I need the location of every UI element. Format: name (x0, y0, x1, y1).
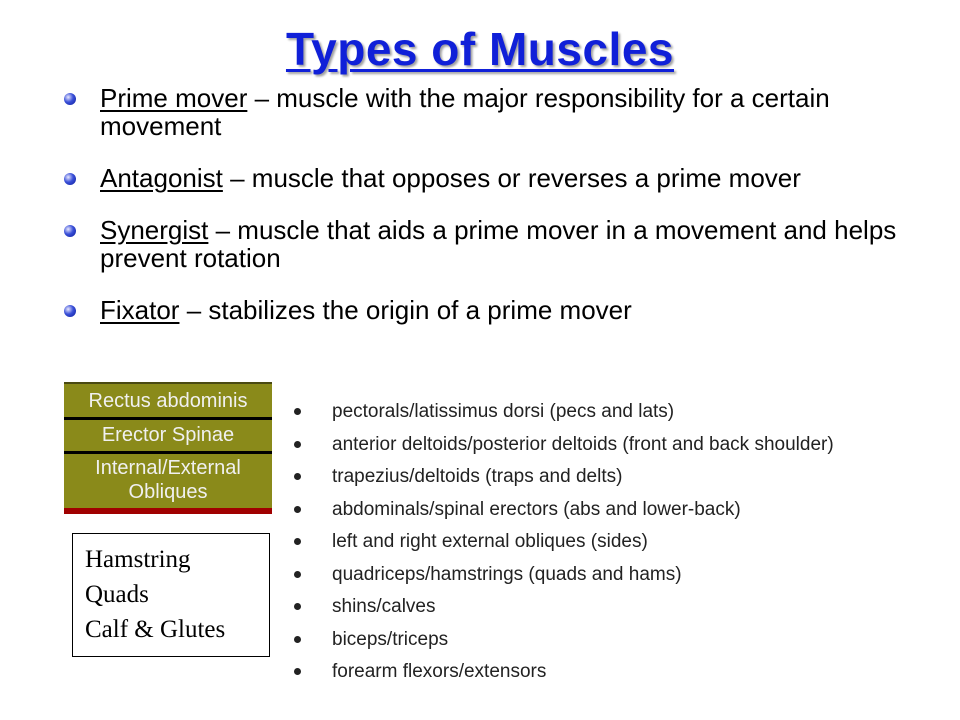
bullet-icon (294, 538, 301, 545)
term: Fixator (100, 295, 180, 325)
list-item-text: forearm flexors/extensors (332, 661, 547, 682)
bullet-icon (294, 408, 301, 415)
list-item (290, 591, 834, 624)
definition-list (62, 84, 922, 324)
term: Antagonist (100, 163, 223, 193)
definition: – muscle that aids a prime mover in a movement and helps prevent rotation (100, 215, 897, 273)
definition: – muscle with the major responsibility for a certain movement (100, 83, 830, 141)
bullet-icon (294, 506, 301, 513)
list-item (290, 429, 834, 462)
list-item (290, 461, 834, 494)
term: Prime mover (100, 83, 248, 113)
definition: – stabilizes the origin of a prime mover (179, 295, 632, 325)
list-item (290, 494, 834, 527)
list-item-text: pectorals/latissimus dorsi (pecs and lats) (332, 401, 675, 422)
bullet-icon (64, 173, 76, 185)
definition: – muscle that opposes or reverses a prime mover (222, 163, 801, 193)
table-cell-obliques (64, 454, 272, 512)
definition-synergist (62, 216, 922, 272)
list-item-text: anterior deltoids/posterior deltoids (front and back shoulder) (332, 433, 834, 455)
muscle-pairs-list (290, 396, 834, 689)
list-item (290, 559, 834, 592)
list-item-text: biceps/triceps (332, 628, 449, 650)
table-cell-rectus: Rectus abdominis (88, 390, 248, 412)
box-item: Quads (85, 581, 149, 608)
list-item-text: trapezius/deltoids (traps and delts) (332, 466, 623, 487)
list-item (290, 624, 834, 657)
list-item-text: quadriceps/hamstrings (quads and hams) (332, 563, 682, 585)
table-cell-erector: Erector Spinae (101, 424, 235, 446)
bullet-icon (294, 441, 301, 448)
list-item-text: left and right external obliques (sides) (332, 531, 648, 552)
bullet-icon (294, 571, 301, 578)
list-item-text: abdominals/spinal erectors (abs and lower-back) (332, 498, 741, 520)
list-item-text: shins/calves (332, 596, 436, 617)
bullet-icon (64, 305, 76, 317)
muscle-table (64, 382, 272, 514)
definition-fixator (62, 296, 922, 324)
leg-muscles-box (72, 533, 270, 657)
box-item: Calf & Glutes (85, 616, 226, 643)
definition-antagonist (62, 164, 922, 192)
list-item (290, 656, 834, 689)
bullet-icon (294, 668, 301, 675)
bullet-icon (294, 603, 301, 610)
bullet-icon (294, 473, 301, 480)
table-cell-line: Obliques (128, 481, 208, 503)
table-bottom-border (64, 508, 272, 514)
table-cell-line: Internal/External (95, 457, 241, 479)
bullet-icon (64, 93, 76, 105)
list-item (290, 396, 834, 429)
bullet-icon (294, 636, 301, 643)
definition-prime-mover (62, 84, 922, 140)
bullet-icon (64, 225, 76, 237)
table-divider (64, 382, 272, 384)
box-item: Hamstring (85, 546, 191, 573)
page-title: Types of Muscles (285, 23, 675, 75)
term: Synergist (100, 215, 209, 245)
list-item (290, 526, 834, 559)
